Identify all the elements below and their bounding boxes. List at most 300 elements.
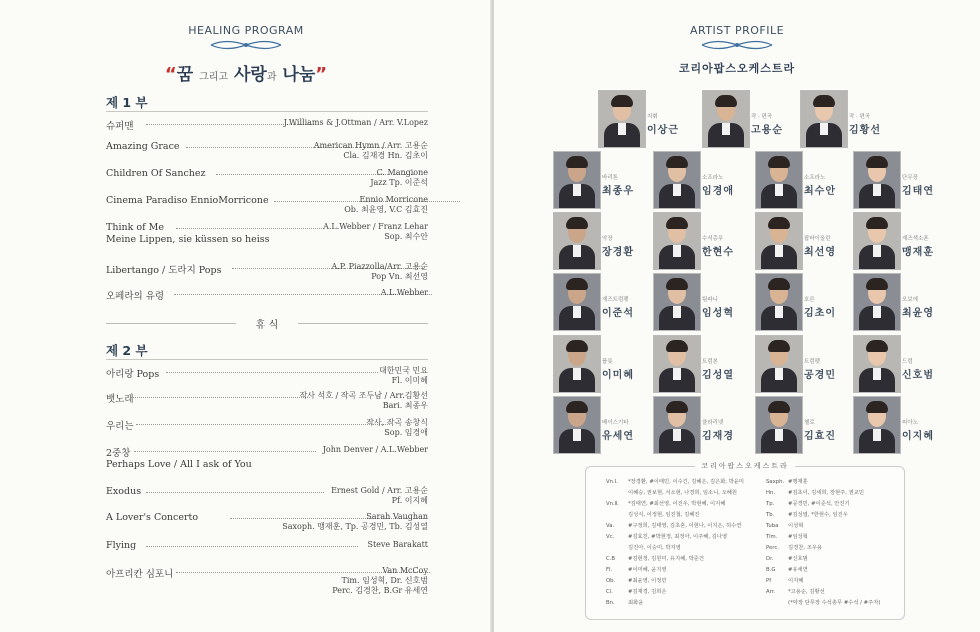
quote-open: “ [164,64,177,85]
artist-role: 작 · 편곡 [751,114,773,120]
artist-photo-shirt [673,429,681,441]
program-item-subtitle: Perhaps Love / All I ask of You [106,459,252,470]
artist-role: 오보에 [902,297,918,303]
roster-members: #신호범 [788,556,808,562]
roster-members: #김효진, #박현정, 최정아, 이주혜, 김나영 [628,534,728,540]
artist-name: 한현수 [702,247,734,258]
roster-members: 김경찬, 조우용 [788,545,823,551]
leader-dots [136,424,390,425]
artist-card [755,151,853,207]
credit-line: Steve Barakatt [367,540,428,549]
roster-line [766,556,808,564]
roster-section: Va. [606,523,615,529]
program-item-credits [332,566,428,596]
artist-photo-shirt [775,306,783,318]
artist-role: 첼로 [804,420,815,426]
artist-photo-hair [813,95,835,107]
artist-name: 김초이 [804,308,836,319]
credit-line: J.Williams & J.Ottman / Arr. V.Lopez [283,118,428,127]
artist-photo-hair [866,340,888,352]
artist-photo-hair [768,156,790,168]
artist-card [553,335,651,391]
credit-line: Pf. 이지혜 [391,496,428,505]
artist-role: 작 · 편곡 [849,114,871,120]
artist-photo-hair [768,217,790,229]
credit-line: A.P. Piazzolla/Arr. 고용순 [331,262,428,271]
healing-program-header: HEALING PROGRAM [188,24,304,37]
artist-photo [553,273,601,331]
roster-members: (*악장 단무장 수석총무 #수석 / #주자) [788,600,881,606]
credit-line: American Hymn / Arr. 고용순 [313,141,428,150]
artist-photo-hair [666,278,688,290]
artist-photo-shirt [775,184,783,196]
roster-members: #구정희, 김태영, 김초혼, 이현나, 이지은, 허수연 [628,523,742,529]
roster-line [766,479,808,487]
program-item-credits [323,445,428,455]
roster-line [766,490,864,498]
roster-line [606,600,643,608]
artist-card [653,151,751,207]
program-item-credits [284,118,428,128]
quote-close: ” [315,64,328,85]
roster-members: #김재경, 김희은 [628,589,667,595]
artist-name: 김효진 [804,431,836,442]
credit-line: John Denver / A.L.Webber [322,445,428,454]
artist-card [653,396,751,452]
title-word-sharing: 나눔 [282,65,316,85]
artist-role: 소프라노 [804,175,826,181]
artist-card [553,273,651,329]
artist-photo-hair [666,217,688,229]
program-item-title: Cinema Paradiso EnnioMorricone [106,195,269,206]
artist-name: 장경환 [602,247,634,258]
artist-photo-shirt [573,306,581,318]
credit-line: Saxoph. 맹재훈, Tp. 공경민, Tb. 김성열 [282,522,428,531]
artist-photo-shirt [573,429,581,441]
roster-line [606,534,727,542]
leader-dots [130,397,310,398]
program-item-credits [366,418,428,438]
roster-title [586,461,904,471]
roster-line [606,512,700,520]
roster-members: 이성혁 [788,523,804,529]
roster-line [606,523,741,531]
artist-name: 최수안 [804,186,836,197]
roster-section: Arr. [766,589,776,595]
roster-members: *장경환, #이태민, 이수긴, 김혜은, 김은화, 박윤미 [628,479,745,485]
roster-members: #유세연 [788,567,808,573]
artist-photo [598,90,646,148]
leader-dots [176,228,324,229]
artist-photo-hair [566,401,588,413]
title-word-love: 사랑 [233,65,267,85]
artist-photo-hair [666,340,688,352]
artist-photo-hair [768,340,790,352]
program-item [106,366,428,390]
artist-role: 바리톤 [602,175,618,181]
program-title [0,60,492,85]
artist-card [853,212,951,268]
roster-line [606,545,681,553]
artist-role: 피아노 [902,420,918,426]
artist-photo-shirt [573,184,581,196]
artist-card [755,335,853,391]
artist-role: 드럼 [902,359,913,365]
artist-photo [653,335,701,393]
credit-line: Ennio Morricone [359,195,428,204]
artist-photo-shirt [673,306,681,318]
artist-photo-shirt [722,123,730,135]
artist-photo-shirt [873,368,881,380]
credit-line: Pop Vn. 최선영 [371,272,428,281]
artist-role: 재즈색소폰 [902,236,929,242]
ornament-icon [206,38,286,52]
program-item-credits [323,222,428,242]
roster-members: *고용순, 김황선 [788,589,825,595]
artist-photo-shirt [618,123,626,135]
artist-photo-hair [768,278,790,290]
program-item [106,391,428,415]
credit-line: Jazz Tp. 이준석 [370,178,428,187]
program-item-subtitle: Meine Lippen, sie küssen so heiss [106,234,270,245]
artist-photo [853,151,901,209]
artist-photo [653,273,701,331]
roster-line [606,501,725,509]
roster-line [606,589,667,597]
roster-line [766,523,803,531]
roster-section: Vn.Ⅰ. [606,479,618,485]
program-item [106,222,428,246]
program-item-title: Think of Me [106,222,164,233]
roster-section: B.G [766,567,776,573]
program-item [106,445,428,470]
artist-photo-shirt [873,184,881,196]
roster-section: Bn. [606,600,615,606]
artist-photo-hair [566,278,588,290]
roster-line [766,534,808,542]
roster-line [766,578,803,586]
program-item [106,118,428,132]
leader-dots [146,546,358,547]
roster-members: 김진아, 이승미, 박지영 [628,545,681,551]
credit-line: 작사 석호 / 작곡 조두남 / Arr.김황선 [299,391,428,400]
program-item-title: 뱃노래 [106,394,134,405]
artist-photo-shirt [873,245,881,257]
artist-role: 단무장 [902,175,918,181]
roster-section: C.B [606,556,616,562]
artist-photo [653,212,701,270]
artist-name: 고용순 [751,125,783,136]
program-item-title: Flying [106,540,137,551]
artist-role: 베이스기타 [602,420,629,426]
roster-section: Fl. [606,567,613,573]
artist-photo [553,396,601,454]
program-item-title: 우리는 [106,421,134,432]
roster-section: Pf [766,578,772,584]
title-word-dream: 꿈 [176,65,194,85]
roster-section: Tb. [766,512,775,518]
part2-rule [106,359,428,360]
roster-section: Ob. [606,578,616,584]
artist-card [853,151,951,207]
roster-members: #최윤영, 이정민 [628,578,667,584]
artist-card [653,273,751,329]
artist-role: 팝바이올린 [804,236,831,242]
artist-photo [853,396,901,454]
artist-photo-hair [866,278,888,290]
orchestra-title: 코리아팝스오케스트라 [678,62,796,75]
credit-line: Bari. 최종우 [382,401,428,410]
credit-line: C. Mangione [376,168,428,177]
artist-role: 소프라노 [702,175,724,181]
credit-line: Van McCoy [382,566,428,575]
credit-line: Fl. 이미혜 [391,376,428,385]
artist-role: 호른 [804,297,815,303]
roster-members: #김현정, 김원미, 유지혜, 박준건 [628,556,704,562]
credit-line: Tim. 임성혁, Dr. 신호범 [341,576,428,585]
roster-members: 김성식, 이정현, 임진철, 김혜진 [628,512,700,518]
artist-card [553,212,651,268]
roster-line [606,556,704,564]
roster-members: 최화윤 [628,600,644,606]
artist-photo-shirt [673,368,681,380]
roster-line [766,512,848,520]
artist-card [653,212,751,268]
roster-members: 이지혜 [788,578,804,584]
artist-role: 트럼펫 [804,359,820,365]
artist-role: 악장 [602,236,613,242]
program-item [106,195,428,219]
artist-photo [553,151,601,209]
program-item-title: 아리랑 Pops [106,369,160,380]
program-item-title: Exodus [106,486,142,497]
artist-name: 김태연 [902,186,934,197]
artist-role: 수석총무 [702,236,724,242]
artist-role: 클라리넷 [702,420,724,426]
artist-photo-hair [866,217,888,229]
artist-photo-hair [768,401,790,413]
credit-line: Perc. 김경찬, B.Gr 유세연 [332,586,428,595]
roster-title-text: 코리아팝스오케스트라 [695,462,795,470]
artist-photo-shirt [873,306,881,318]
artist-name: 공경민 [804,370,836,381]
artist-card [853,396,951,452]
program-item [106,141,428,165]
roster-members: #공경민, #이준석, 안진기 [788,501,850,507]
artist-name: 이준석 [602,308,634,319]
roster-section: Tim. [766,534,778,540]
part1-rule [106,111,428,112]
program-item-credits [282,512,428,532]
roster-line [606,490,737,498]
program-item-credits [381,288,428,298]
roster-line [766,545,822,553]
roster-section: Tuba [766,523,779,529]
artist-card [853,273,951,329]
roster-section: Hn. [766,490,776,496]
credit-line: 대한민국 민요 [379,366,428,375]
artist-photo [853,273,901,331]
credit-line: 작사, 작곡 송창식 [366,418,428,427]
program-item-title: 슈퍼맨 [106,121,134,132]
artist-photo-hair [866,156,888,168]
artist-photo-hair [666,156,688,168]
artist-photo-hair [866,401,888,413]
artist-photo [553,335,601,393]
artist-photo-hair [611,95,633,107]
artist-role: 트럼본 [702,359,718,365]
artist-card [853,335,951,391]
program-item-credits [367,540,428,550]
credit-line: Ob. 최윤영, V.C 김효진 [344,205,428,214]
artist-name: 임성혁 [702,308,734,319]
leader-dots [134,451,316,452]
artist-card [553,151,651,207]
credit-line: A.L.Webber / Franz Lehar [323,222,428,231]
program-item-title: Libertango / 도라지 Pops [106,265,222,276]
roster-members: #김성열, *한현수, 임진우 [788,512,848,518]
artist-role: 지휘 [647,114,658,120]
program-item-title: Amazing Grace [106,141,180,152]
artist-role: 팀파니 [702,297,718,303]
title-conj-and: 그리고 [199,72,229,83]
artist-name: 최선영 [804,247,836,258]
credit-line: A.L.Webber [380,288,428,297]
artist-photo-hair [715,95,737,107]
artist-photo-shirt [573,368,581,380]
roster-members: #김초이, 김세희, 장현주, 권교민 [788,490,864,496]
program-item [106,288,428,302]
artist-card [755,273,853,329]
artist-photo [800,90,848,148]
artist-photo [755,212,803,270]
artist-photo-hair [566,217,588,229]
roster-line [766,589,825,597]
ornament-icon [697,38,777,52]
roster-members: 이혜승, 권보현, 서소현, 나경희, 임소니, 오혜원 [628,490,737,496]
program-item [106,540,428,554]
program-item-credits [331,262,428,282]
artist-photo-shirt [673,184,681,196]
artist-photo-hair [566,156,588,168]
artist-photo [755,273,803,331]
artist-photo-shirt [873,429,881,441]
program-item-credits [300,391,428,411]
artist-name: 최종우 [602,186,634,197]
roster-section: Tp. [766,501,775,507]
artist-name: 임경애 [702,186,734,197]
credit-line: Sop. 최수안 [384,232,428,241]
artist-photo-shirt [775,245,783,257]
roster-members: *김태연, #최선영, 이진우, 박현혜, 이지혜 [628,501,726,507]
artist-name: 유세연 [602,431,634,442]
roster-section: Saxph. [766,479,785,485]
roster-members: #이미혜, 윤지영 [628,567,667,573]
program-item-credits [379,366,428,386]
roster-line [606,567,667,575]
roster-line [606,479,744,487]
artist-card [755,396,853,452]
roster-line [606,578,667,586]
artist-profile-header: ARTIST PROFILE [689,24,785,37]
artist-name: 이미혜 [602,370,634,381]
roster-members: #맹재훈 [788,479,808,485]
program-item-credits [344,195,428,215]
roster-line [766,567,808,575]
program-item-title: 오페라의 유령 [106,291,165,302]
program-item [106,512,428,536]
artist-photo-hair [566,340,588,352]
artist-photo-shirt [820,123,828,135]
program-item-credits [370,168,428,188]
roster-members: #임성혁 [788,534,808,540]
program-item [106,486,428,510]
intermission-label: 휴 식 [106,316,428,331]
artist-name: 이지혜 [902,431,934,442]
artist-card [553,396,651,452]
artist-name: 신호범 [902,370,934,381]
program-item-title: 2중창 [106,448,131,459]
credit-line: Sarah Vaughan [366,512,428,521]
credit-line: Cla. 김재경 Hn. 김초이 [343,151,428,160]
artist-photo [755,396,803,454]
orchestra-roster [585,462,905,620]
artist-card [598,90,696,146]
roster-section: Vn.Ⅱ. [606,501,619,507]
roster-section: Dr. [766,556,774,562]
program-item-title: A Lover's Concerto [106,512,199,523]
artist-name: 최윤영 [902,308,934,319]
artist-role: 재즈트럼펫 [602,297,629,303]
artist-photo [853,335,901,393]
artist-name: 김황선 [849,125,881,136]
program-item-title: Children Of Sanchez [106,168,206,179]
artist-photo [702,90,750,148]
artist-photo [755,151,803,209]
credit-line: Ernest Gold / Arr. 고용순 [331,486,428,495]
artist-name: 맹재훈 [902,247,934,258]
program-item [106,262,428,286]
program-item [106,168,428,192]
program-item-credits [314,141,428,161]
artist-name: 김재경 [702,431,734,442]
artist-photo [653,396,701,454]
artist-card [702,90,800,146]
title-conj-gwa: 과 [266,72,277,83]
artist-card [800,90,898,146]
part1-heading: 제 1 부 [106,95,148,110]
roster-line [766,501,850,509]
artist-photo [553,212,601,270]
artist-name: 김성열 [702,370,734,381]
leader-dots [166,372,378,373]
artist-photo-shirt [775,368,783,380]
roster-section: Cl. [606,589,613,595]
leader-dots [146,492,324,493]
artist-photo [755,335,803,393]
roster-line [766,600,880,608]
artist-photo-shirt [673,245,681,257]
artist-photo-shirt [775,429,783,441]
part2-heading: 제 2 부 [106,343,148,358]
artist-name: 이상근 [647,125,679,136]
artist-card [653,335,751,391]
program-item-title: 아프리칸 심포니 [106,569,174,580]
artist-photo [853,212,901,270]
artist-role: 플룻 [602,359,613,365]
artist-photo-hair [666,401,688,413]
artist-card [755,212,853,268]
